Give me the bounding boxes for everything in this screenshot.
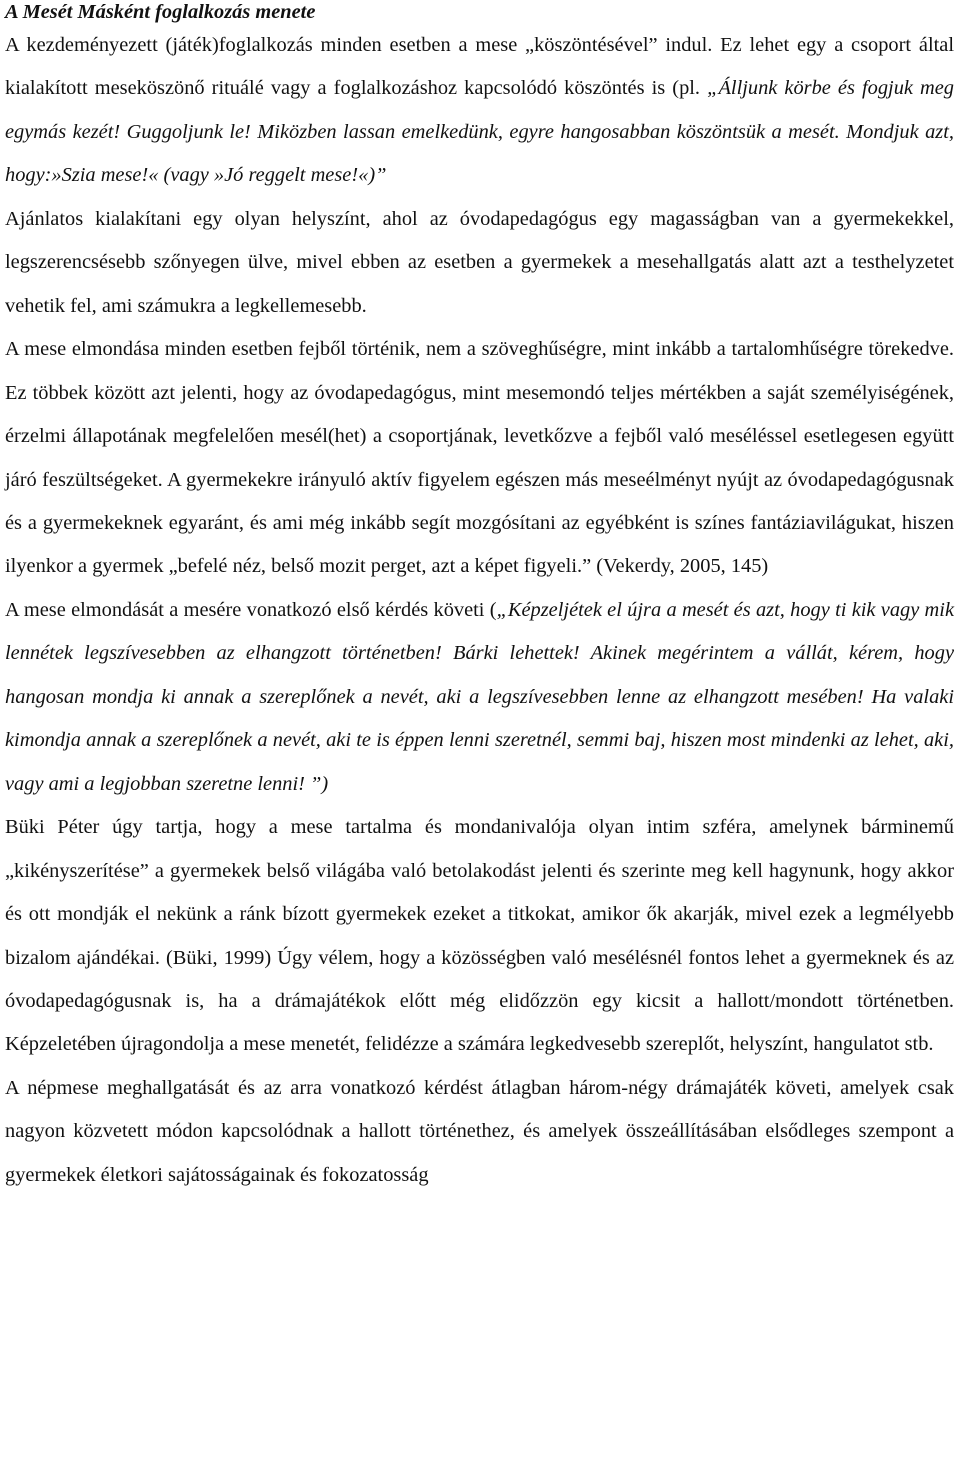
section-heading: A Mesét Másként foglalkozás menete xyxy=(5,1,316,23)
paragraph-telling: A mese elmondása minden esetben fejből történik, nem a szöveghűségre, mint inkább a tartalomhűségre törekedve. Ez többek között azt jelenti, hogy az óvodapedagógus, mint mesemondó teljes mértékben a saját személyiségének, érzelmi állapotának megfelelően mesél(het) a csoportjának, levetkőzve a fejből való meséléssel esetlegesen együtt járó feszültségeket. A gyermekekre irányuló aktív figyelem egészen más meseélményt nyújt az óvodapedagógusnak és a gyermekeknek egyaránt, és ami még inkább segít mozgósítani az egyébként is színes fantáziavilágukat, hiszen ilyenkor a gyermek „befelé néz, belső mozit perget, azt a képet figyeli.” (Vekerdy, 2005, 145) xyxy=(5,338,954,578)
paragraph-greeting-text: A kezdeményezett (játék)foglalkozás minden esetben a mese „köszöntésével” indul. Ez lehet egy a csoport által kialakított meseköszönő rituálé vagy a foglalkozáshoz kapcsolódó köszöntés is (pl. xyxy=(5,34,954,100)
paragraph-first-question-text: A mese elmondását a mesére vonatkozó első kérdés követi ( xyxy=(5,598,497,621)
paragraph-first-question xyxy=(5,589,954,806)
paragraph-greeting xyxy=(5,24,954,198)
first-question-italic: „Képzeljétek el újra a mesét és azt, hogy ti kik vagy mik lennétek legszívesebben az elhangzott történetben! Bárki lehettek! Akinek megérintem a vállát, kérem, hogy hangosan mondja ki annak a szereplőnek a nevét, aki a legszívesebben lenne az elhangzott mesében! Ha valaki kimondja annak a szereplőnek a nevét, aki te is éppen lenni szeretnél, semmi baj, hiszen most mindenki az lehet, aki, vagy ami a legjobban szeretne lenni! ”) xyxy=(5,598,954,795)
paragraph-setting: Ajánlatos kialakítani egy olyan helyszínt, ahol az óvodapedagógus egy magasságban van a gyermekekkel, legszerencsésebb szőnyegen ülve, mivel ebben az esetben a gyermekek a mesehallgatás alatt azt a testhelyzetet vehetik fel, ami számukra a legkellemesebb. xyxy=(5,207,954,317)
paragraph-buki: Büki Péter úgy tartja, hogy a mese tartalma és mondanivalója olyan intim szféra, amelynek bárminemű „kikényszerítése” a gyermekek belső világába való betolakodást jelenti és szerinte meg kell hagynunk, hogy akkor és ott mondják el nekünk a ránk bízott gyermekek ezeket a titkokat, amikor ők akarják, mivel ezek a legmélyebb bizalom ajándékai. (Büki, 1999) Úgy vélem, hogy a közösségben való mesélésnél fontos lehet a gyermeknek és az óvodapedagógusnak is, ha a drámajátékok előtt még elidőzzön egy kicsit a hallott/mondott történetben. Képzeletében újragondolja a mese menetét, felidézze a számára legkedvesebb szereplőt, helyszínt, hangulatot stb. xyxy=(5,816,954,1056)
paragraph-drama-games: A népmese meghallgatását és az arra vonatkozó kérdést átlagban három-négy drámajáték követi, amelyek csak nagyon közvetett módon kapcsolódnak a hallott történethez, és amelyek összeállításában elsődleges szempont a gyermekek életkori sajátosságainak és fokozatosság xyxy=(5,1076,954,1186)
greeting-example-italic: „Álljunk körbe és fogjuk meg egymás kezét! Guggoljunk le! Miközben lassan emelkedünk, egyre hangosabban köszöntsük a mesét. Mondjuk azt, hogy:»Szia mese!« (vagy »Jó reggelt mese!«)” xyxy=(5,77,954,187)
